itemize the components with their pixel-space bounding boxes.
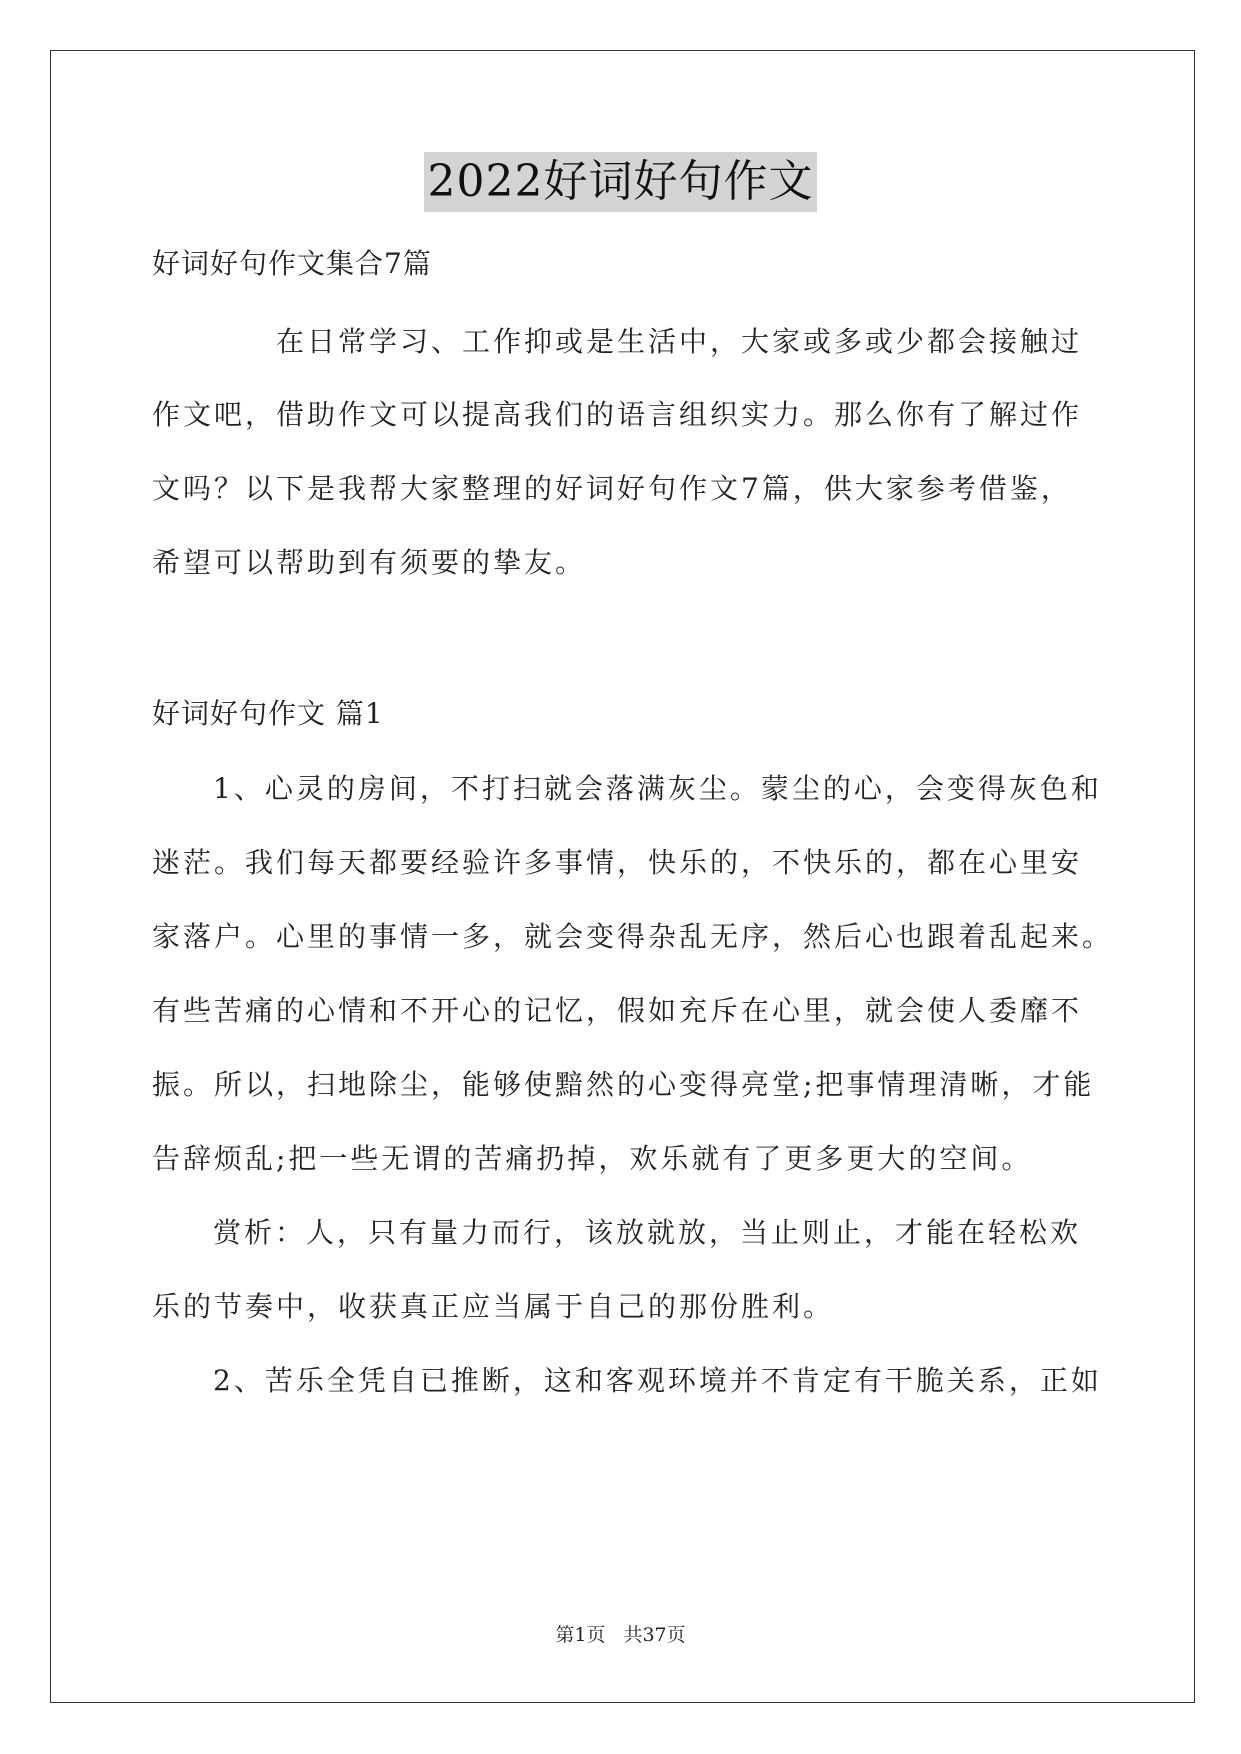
intro-line: 在日常学习、工作抑或是生活中，大家或多或少都会接触过 <box>276 325 1083 358</box>
section-heading: 好词好句作文 篇1 <box>152 697 384 730</box>
body-line: 乐的节奏中，收获真正应当属于自己的那份胜利。 <box>152 1290 835 1323</box>
body-line: 家落户。心里的事情一多，就会变得杂乱无序，然后心也跟着乱起来。 <box>152 920 1114 953</box>
page-footer <box>0 1622 1241 1648</box>
intro-line: 希望可以帮助到有须要的挚友。 <box>152 546 587 579</box>
page-total: 共37页 <box>623 1624 686 1646</box>
document-subtitle: 好词好句作文集合7篇 <box>152 247 432 280</box>
document-title: 2022好词好句作文 <box>424 152 818 212</box>
body-line: 赏析：人，只有量力而行，该放就放，当止则止，才能在轻松欢 <box>213 1216 1082 1249</box>
intro-line: 作文吧，借助作文可以提高我们的语言组织实力。那么你有了解过作 <box>152 398 1083 431</box>
title-wrap <box>0 152 1241 212</box>
body-line: 迷茫。我们每天都要经验许多事情，快乐的，不快乐的，都在心里安 <box>152 846 1083 879</box>
body-line: 有些苦痛的心情和不开心的记忆，假如充斥在心里，就会使人委靡不 <box>152 994 1083 1027</box>
page-number: 第1页 <box>555 1624 606 1646</box>
body-line: 振。所以，扫地除尘，能够使黯然的心变得亮堂;把事情理清晰，才能 <box>152 1068 1095 1101</box>
body-line: 2、苦乐全凭自已推断，这和客观环境并不肯定有干脆关系，正如 <box>213 1364 1102 1397</box>
intro-line: 文吗？以下是我帮大家整理的好词好句作文7篇，供大家参考借鉴， <box>152 472 1072 505</box>
body-line: 1、心灵的房间，不打扫就会落满灰尘。蒙尘的心，会变得灰色和 <box>213 772 1102 805</box>
body-line: 告辞烦乱;把一些无谓的苦痛扔掉，欢乐就有了更多更大的空间。 <box>152 1142 1033 1175</box>
